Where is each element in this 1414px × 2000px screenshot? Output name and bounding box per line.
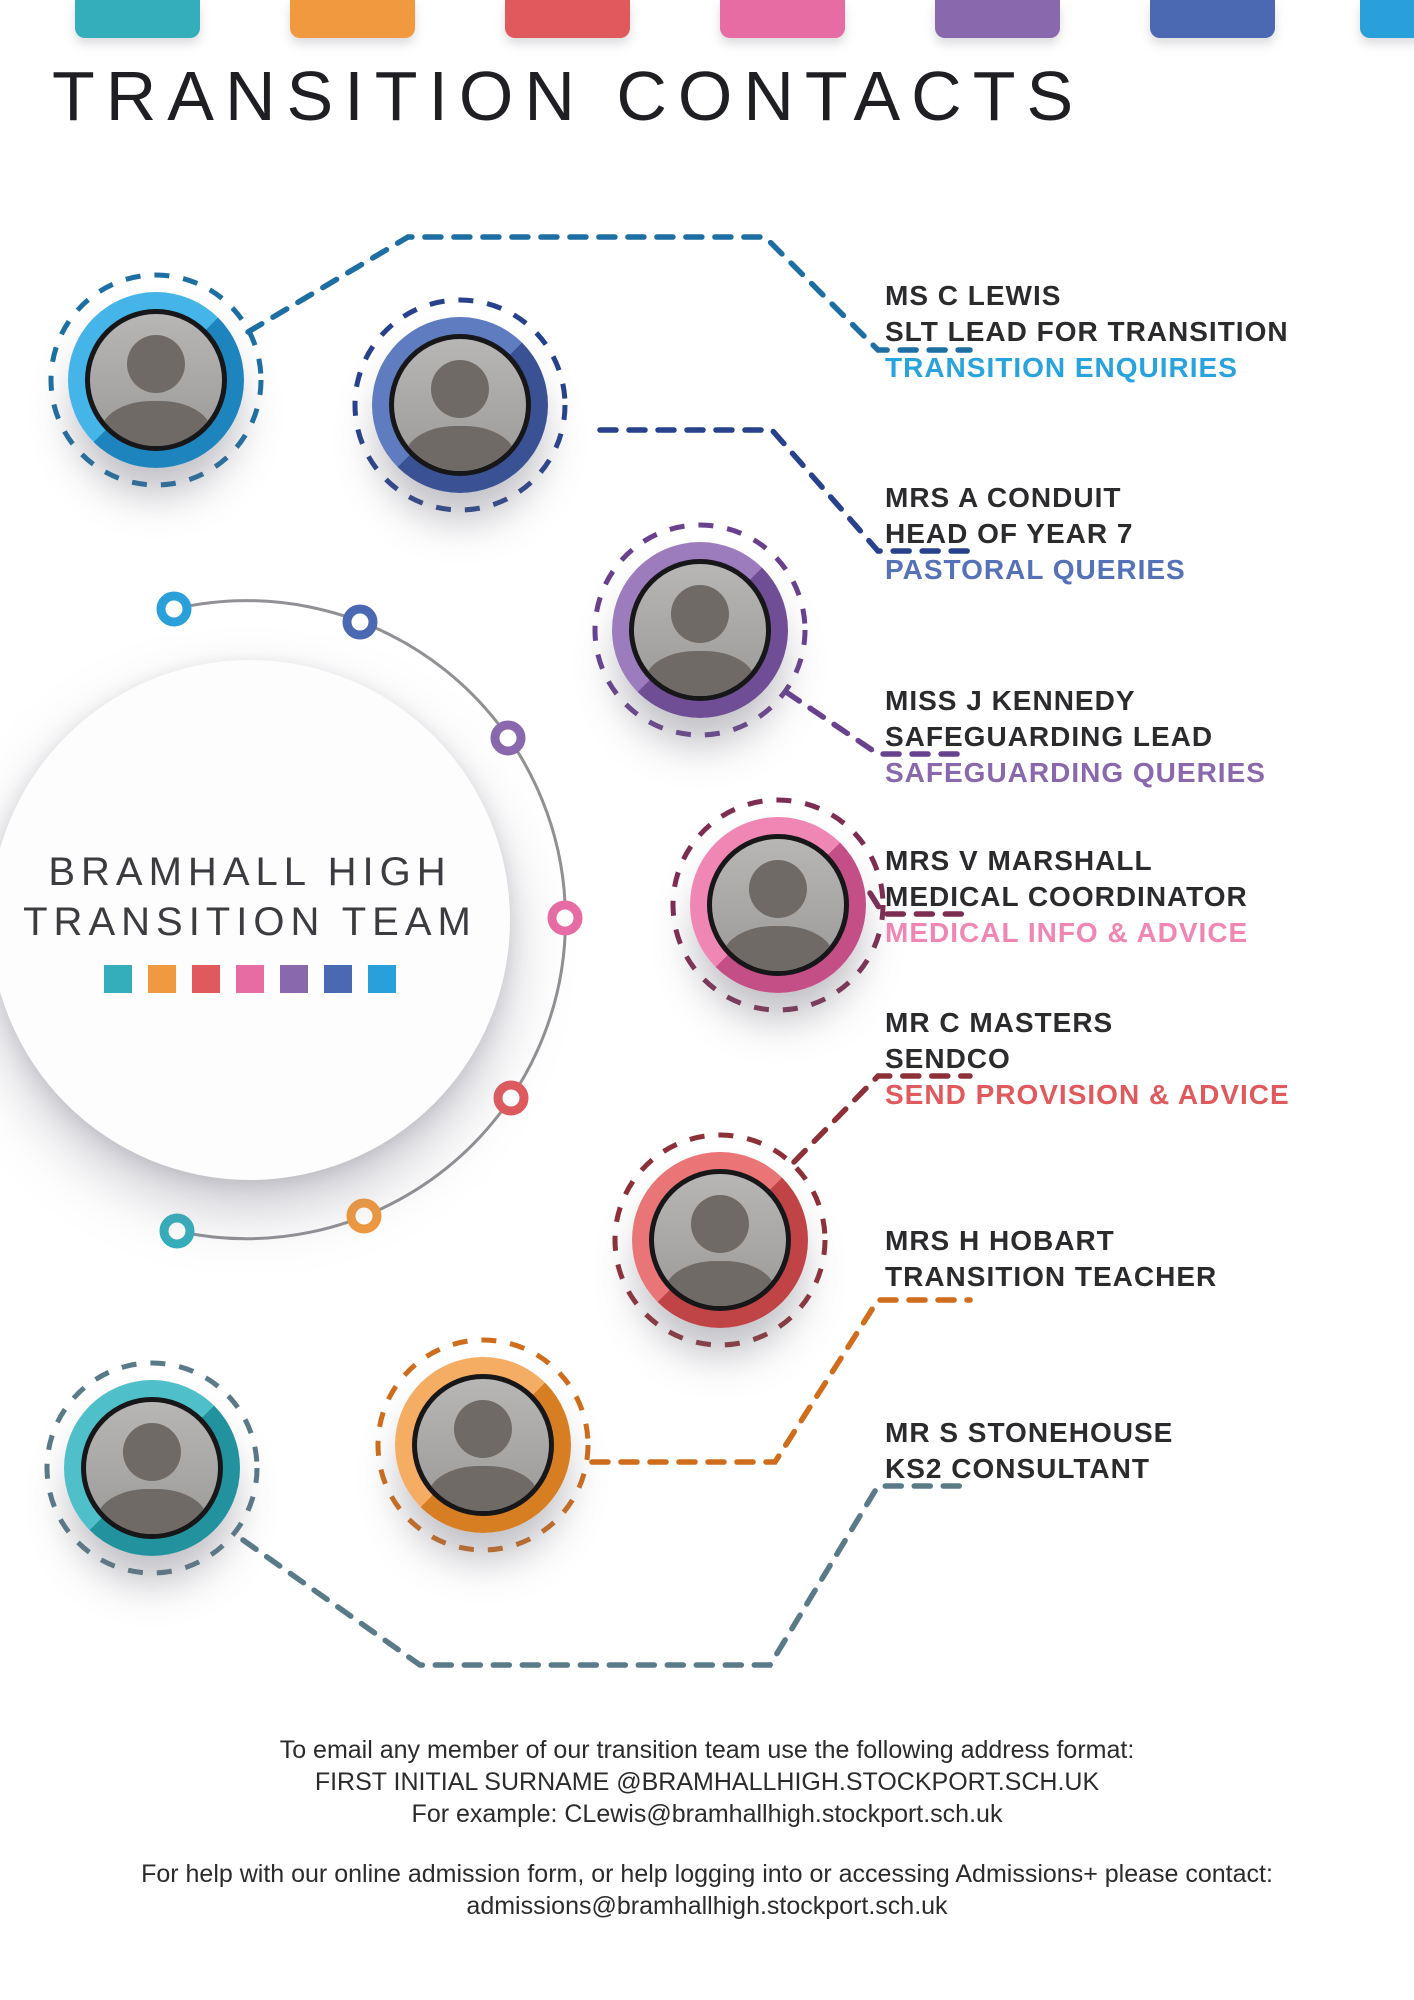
color-square <box>148 965 176 993</box>
team-color-squares <box>104 965 396 993</box>
contact-block-marshall <box>885 843 1365 951</box>
color-square <box>324 965 352 993</box>
staff-name: MR S STONEHOUSE <box>885 1417 1174 1448</box>
staff-contact-for: PASTORAL QUERIES <box>885 554 1186 585</box>
color-square <box>104 965 132 993</box>
arc-node-marshall <box>552 905 578 931</box>
arc-node-lewis <box>161 596 187 622</box>
arc-node-stonehouse <box>164 1218 190 1244</box>
contact-block-kennedy <box>885 683 1365 791</box>
connector-stonehouse <box>243 1486 970 1665</box>
staff-name: MS C LEWIS <box>885 280 1062 311</box>
photo-kennedy <box>612 542 788 718</box>
photo-lewis <box>68 292 244 468</box>
admissions-help-note <box>0 1858 1414 1922</box>
staff-role: SLT LEAD FOR TRANSITION <box>885 316 1289 347</box>
team-name-line1: BRAMHALL HIGH <box>48 850 452 894</box>
photo-marshall <box>690 817 866 993</box>
color-square <box>280 965 308 993</box>
contact-block-hobart <box>885 1223 1365 1295</box>
staff-contact-for: SAFEGUARDING QUERIES <box>885 757 1266 788</box>
staff-contact-for: MEDICAL INFO & ADVICE <box>885 917 1249 948</box>
color-square <box>192 965 220 993</box>
photo-hobart <box>395 1357 571 1533</box>
staff-name: MR C MASTERS <box>885 1007 1114 1038</box>
staff-contact-for: SEND PROVISION & ADVICE <box>885 1079 1290 1110</box>
contact-block-stonehouse <box>885 1415 1365 1487</box>
staff-role: TRANSITION TEACHER <box>885 1261 1218 1292</box>
staff-name: MISS J KENNEDY <box>885 685 1136 716</box>
staff-portrait <box>81 1397 223 1539</box>
contact-block-conduit <box>885 480 1365 588</box>
connector-lewis <box>248 237 970 350</box>
email-format-pattern: FIRST INITIAL SURNAME @BRAMHALLHIGH.STOCKPORT.SCH.UK <box>314 1768 1100 1796</box>
poster-title: TRANSITION CONTACTS <box>52 57 1085 135</box>
team-circle <box>0 660 510 1180</box>
arc-node-kennedy <box>495 725 521 751</box>
staff-name: MRS V MARSHALL <box>885 845 1153 876</box>
arc-node-hobart <box>351 1203 377 1229</box>
staff-portrait <box>649 1169 791 1311</box>
staff-name: MRS A CONDUIT <box>885 482 1122 513</box>
color-square <box>236 965 264 993</box>
admissions-help-text: For help with our online admission form, or help logging into or accessing Admissions+ please contact: <box>141 1860 1273 1888</box>
arc-node-masters <box>498 1085 524 1111</box>
staff-portrait <box>707 834 849 976</box>
staff-name: MRS H HOBART <box>885 1225 1115 1256</box>
contact-block-masters <box>885 1005 1365 1113</box>
email-format-note <box>0 1734 1414 1830</box>
photo-masters <box>632 1152 808 1328</box>
team-name-line2: TRANSITION TEAM <box>23 900 477 944</box>
color-square <box>368 965 396 993</box>
staff-role: HEAD OF YEAR 7 <box>885 518 1134 549</box>
photo-conduit <box>372 317 548 493</box>
staff-role: KS2 CONSULTANT <box>885 1453 1150 1484</box>
staff-role: MEDICAL COORDINATOR <box>885 881 1248 912</box>
photo-stonehouse <box>64 1380 240 1556</box>
staff-portrait <box>85 309 227 451</box>
email-format-intro: To email any member of our transition team use the following address format: <box>279 1736 1135 1764</box>
arc-node-conduit <box>347 609 373 635</box>
staff-portrait <box>629 559 771 701</box>
staff-contact-for: TRANSITION ENQUIRIES <box>885 352 1238 383</box>
staff-portrait <box>412 1374 554 1516</box>
email-format-example: For example: CLewis@bramhallhigh.stockport.sch.uk <box>411 1800 1003 1828</box>
staff-portrait <box>389 334 531 476</box>
staff-role: SENDCO <box>885 1043 1011 1074</box>
admissions-email-text: admissions@bramhallhigh.stockport.sch.uk <box>466 1892 948 1920</box>
contact-block-lewis <box>885 278 1365 386</box>
staff-role: SAFEGUARDING LEAD <box>885 721 1214 752</box>
